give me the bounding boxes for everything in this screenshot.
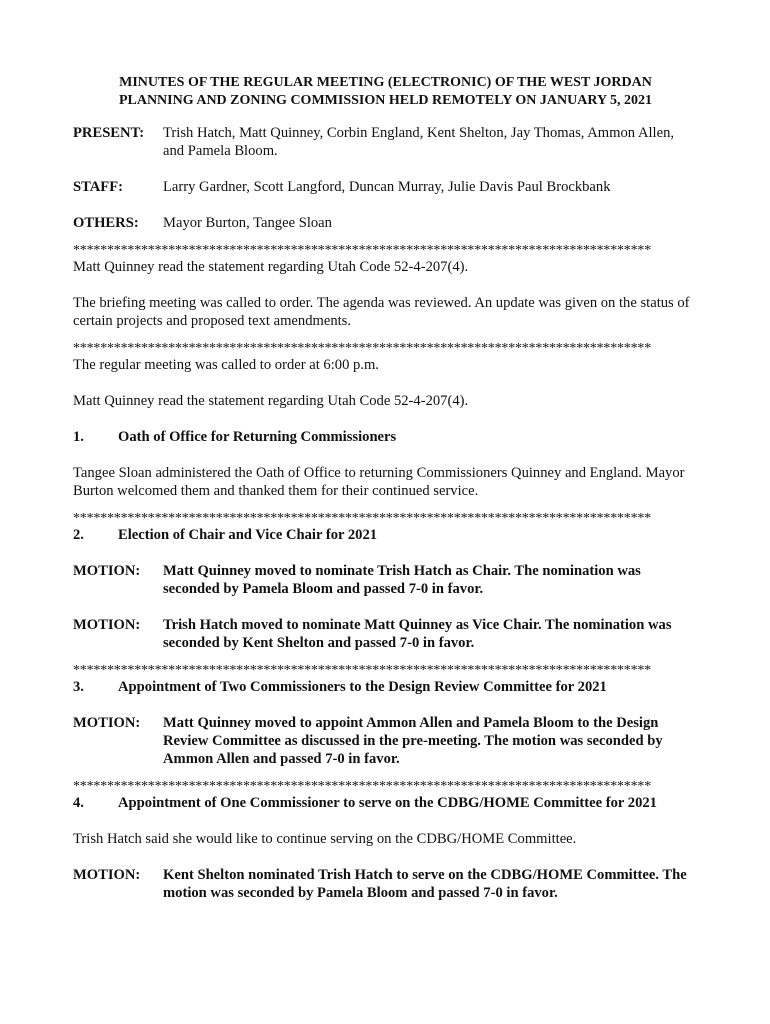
item-title: Oath of Office for Returning Commissioners <box>118 429 397 445</box>
present-label: PRESENT: <box>73 125 145 141</box>
item-2-motion-1 <box>73 562 698 598</box>
briefing-summary: The briefing meeting was called to order. The agenda was reviewed. An update was given on the status of certain projects and proposed text amendments. <box>73 295 690 329</box>
separator: ************************************************************************************* <box>73 342 652 356</box>
motion-label: MOTION: <box>73 867 141 883</box>
document-page <box>73 74 698 902</box>
document-title <box>73 74 698 110</box>
item-4-text: Trish Hatch said she would like to continue serving on the CDBG/HOME Committee. <box>73 831 577 847</box>
staff-row <box>73 178 698 196</box>
item-4-motion-1 <box>73 866 698 902</box>
motion-label: MOTION: <box>73 715 141 731</box>
item-number: 4. <box>73 795 84 811</box>
regular-call-to-order: The regular meeting was called to order at 6:00 p.m. <box>73 357 379 373</box>
others-value: Mayor Burton, Tangee Sloan <box>163 215 332 231</box>
separator: ************************************************************************************* <box>73 512 652 526</box>
item-2-motion-2 <box>73 616 698 652</box>
regular-statement: Matt Quinney read the statement regarding Utah Code 52-4-207(4). <box>73 393 469 409</box>
item-1-text: Tangee Sloan administered the Oath of Office to returning Commissioners Quinney and England. Mayor Burton welcomed them and thanked them for their continued service. <box>73 465 685 499</box>
title-line-1: MINUTES OF THE REGULAR MEETING (ELECTRONIC) OF THE WEST JORDAN <box>119 75 652 90</box>
item-2-heading <box>73 526 698 544</box>
motion-text: Trish Hatch moved to nominate Matt Quinney as Vice Chair. The nomination was seconded by Kent Shelton and passed 7-0 in favor. <box>163 617 672 651</box>
motion-text: Matt Quinney moved to appoint Ammon Allen and Pamela Bloom to the Design Review Committee as discussed in the pre-meeting. The motion was seconded by Ammon Allen and passed 7-0 in favor. <box>163 715 663 767</box>
staff-value: Larry Gardner, Scott Langford, Duncan Murray, Julie Davis Paul Brockbank <box>163 179 611 195</box>
item-title: Appointment of Two Commissioners to the Design Review Committee for 2021 <box>118 679 607 695</box>
item-3-heading <box>73 678 698 696</box>
item-4-heading <box>73 794 698 812</box>
motion-label: MOTION: <box>73 617 141 633</box>
item-title: Appointment of One Commissioner to serve on the CDBG/HOME Committee for 2021 <box>118 795 657 811</box>
present-value: Trish Hatch, Matt Quinney, Corbin England, Kent Shelton, Jay Thomas, Ammon Allen, and Pamela Bloom. <box>163 125 675 159</box>
item-number: 3. <box>73 679 84 695</box>
briefing-statement: Matt Quinney read the statement regarding Utah Code 52-4-207(4). <box>73 259 469 275</box>
item-3-motion-1 <box>73 714 698 768</box>
title-line-2: PLANNING AND ZONING COMMISSION HELD REMOTELY ON JANUARY 5, 2021 <box>118 93 653 108</box>
others-label: OTHERS: <box>73 215 139 231</box>
present-row <box>73 124 698 160</box>
staff-label: STAFF: <box>73 179 123 195</box>
motion-text: Kent Shelton nominated Trish Hatch to serve on the CDBG/HOME Committee. The motion was seconded by Pamela Bloom and passed 7-0 in favor. <box>163 867 687 901</box>
separator: ************************************************************************************* <box>73 664 652 678</box>
motion-text: Matt Quinney moved to nominate Trish Hatch as Chair. The nomination was seconded by Pamela Bloom and passed 7-0 in favor. <box>163 563 641 597</box>
separator: ************************************************************************************* <box>73 780 652 794</box>
item-number: 1. <box>73 429 84 445</box>
others-row <box>73 214 698 232</box>
motion-label: MOTION: <box>73 563 141 579</box>
item-1-heading <box>73 428 698 446</box>
item-title: Election of Chair and Vice Chair for 2021 <box>118 527 378 543</box>
separator: ************************************************************************************* <box>73 244 652 258</box>
item-number: 2. <box>73 527 84 543</box>
